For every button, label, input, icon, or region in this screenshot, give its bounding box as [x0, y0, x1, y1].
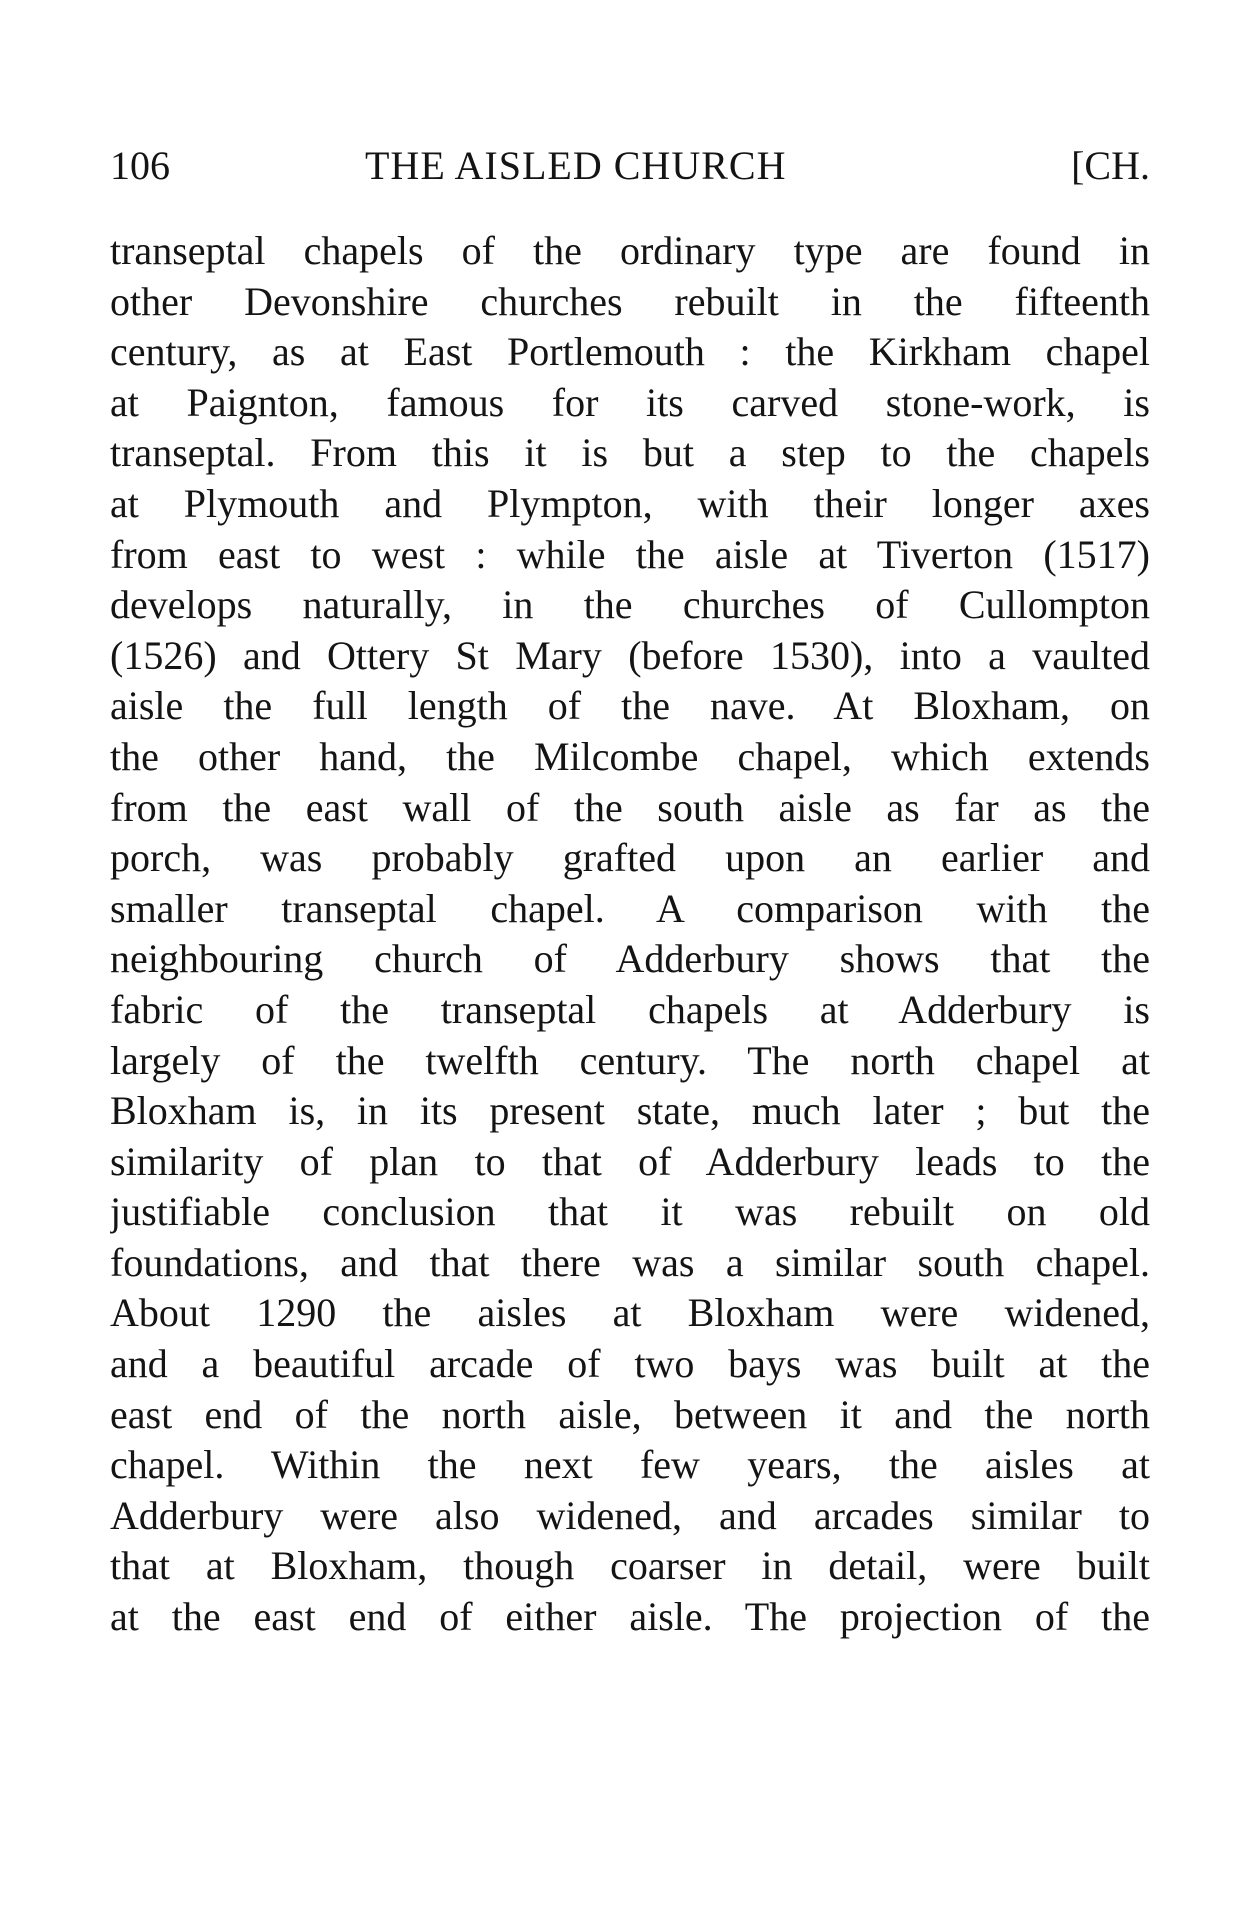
page-number: 106 — [110, 143, 170, 188]
text-line: and a beautiful arcade of two bays was built at the — [110, 1341, 1150, 1387]
text-line: fabric of the transeptal chapels at Adderbury is — [110, 986, 1150, 1032]
text-line: at Paignton, famous for its carved stone-work, is — [110, 379, 1150, 425]
chapter-mark: [CH. — [1071, 143, 1150, 188]
text-line: chapel. Within the next few years, the aisles at — [110, 1442, 1150, 1488]
text-line: transeptal chapels of the ordinary type are found in — [110, 228, 1150, 273]
body-text — [110, 226, 1150, 1643]
text-line: at Plymouth and Plympton, with their longer axes — [110, 480, 1150, 526]
running-title: THE AISLED CHURCH — [365, 143, 787, 188]
text-line: largely of the twelfth century. The north chapel at — [110, 1037, 1150, 1083]
text-line: develops naturally, in the churches of Cullompton — [110, 582, 1150, 628]
text-line: About 1290 the aisles at Bloxham were widened, — [110, 1290, 1150, 1336]
text-line: neighbouring church of Adderbury shows that the — [110, 936, 1150, 982]
running-head — [110, 140, 1150, 192]
text-line: from the east wall of the south aisle as far as the — [110, 784, 1150, 830]
text-line: (1526) and Ottery St Mary (before 1530), into a vaulted — [110, 632, 1150, 678]
text-line: century, as at East Portlemouth : the Kirkham chapel — [110, 329, 1150, 375]
text-line: Adderbury were also widened, and arcades similar to — [110, 1492, 1150, 1538]
text-line: foundations, and that there was a similar south chapel. — [110, 1239, 1150, 1285]
text-line: porch, was probably grafted upon an earlier and — [110, 835, 1150, 881]
text-line: that at Bloxham, though coarser in detail, were built — [110, 1543, 1150, 1589]
text-line: similarity of plan to that of Adderbury leads to the — [110, 1138, 1150, 1184]
text-line: east end of the north aisle, between it and the north — [110, 1391, 1150, 1437]
text-line: Bloxham is, in its present state, much later ; but the — [110, 1088, 1150, 1134]
text-line: at the east end of either aisle. The projection of the — [110, 1594, 1150, 1640]
text-line: justifiable conclusion that it was rebuilt on old — [110, 1189, 1150, 1235]
text-line: smaller transeptal chapel. A comparison with the — [110, 885, 1150, 931]
text-line: aisle the full length of the nave. At Bloxham, on — [110, 683, 1150, 729]
text-line: transeptal. From this it is but a step to the chapels — [110, 430, 1150, 476]
text-line: other Devonshire churches rebuilt in the fifteenth — [110, 278, 1150, 324]
text-line: from east to west : while the aisle at Tiverton (1517) — [110, 531, 1150, 577]
text-line: the other hand, the Milcombe chapel, which extends — [110, 733, 1150, 779]
